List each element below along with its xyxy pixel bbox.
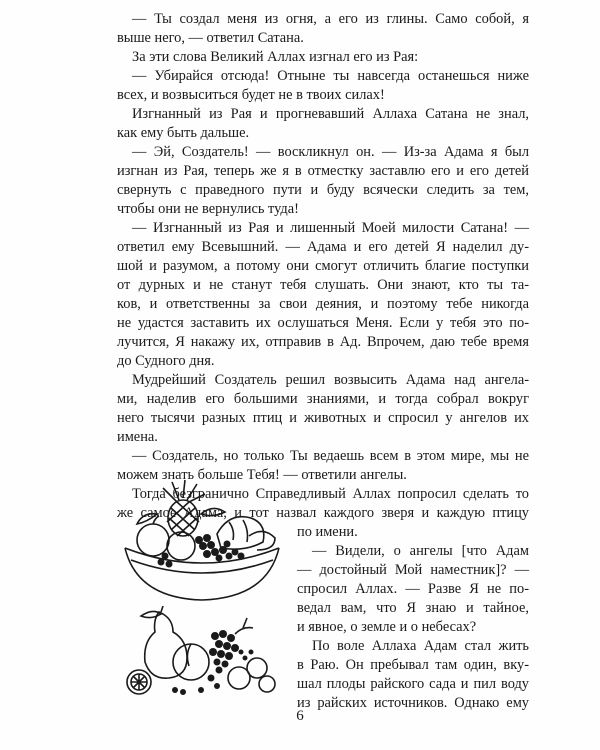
text-line: спросил Аллах. — Разве Я не по-	[297, 581, 529, 597]
page-number: 6	[296, 708, 304, 724]
text-line: от дурных и не станут тебя слушать. Они знают, кто ты та-	[117, 277, 529, 293]
text-line: — Создатель, но только Ты ведаешь всем в этом мире, мы не	[132, 448, 529, 464]
text-line: изгнан из Рая, теперь же я в отместку заставлю его и его детей	[117, 163, 529, 179]
text-line: свернуть с праведного пути и буду всячески следить за тем,	[117, 182, 529, 198]
text-line: всех, и возвыситься будет не в твоих силах!	[117, 87, 385, 103]
text-line: из райских источников. Однако ему	[297, 695, 529, 711]
text-line: выше него, — ответил Сатана.	[117, 30, 304, 46]
text-line: имена.	[117, 429, 158, 445]
text-line: ответил ему Всевышний. — Адама и его детей Я наделил ду-	[117, 239, 529, 255]
text-line: Мудрейший Создатель решил возвысить Адама над ангела-	[132, 372, 529, 388]
text-line: не удастся заставить их ослушаться Меня. Если у тебя это по-	[117, 315, 529, 331]
text-line: и явное, о земле и о небесах?	[297, 619, 477, 635]
text-line: Тогда безгранично Справедливый Аллах попросил сделать то	[132, 486, 529, 502]
text-line: — Видели, о ангелы [что Адам	[312, 543, 529, 559]
text-line: как ему быть дальше.	[117, 125, 250, 141]
text-line: ми, наделив его большими знаниями, и тогда собрал вокруг	[117, 391, 529, 407]
text-line: — Изгнанный из Рая и лишенный Моей милости Сатана! —	[132, 220, 529, 236]
text-line: По воле Аллаха Адам стал жить	[312, 638, 529, 654]
text-line: ков, и ответственны за свои деяния, и поэтому тебе никогда	[117, 296, 529, 312]
text-line: — достойный Мой наместник]? —	[297, 562, 529, 578]
text-line: шой и разумом, а потому они смогут отличить благие поступки	[117, 258, 529, 274]
text-line: шал плоды райского сада и пил воду	[297, 676, 529, 692]
text-line: — Убирайся отсюда! Отныне ты навсегда останешься ниже	[132, 68, 529, 84]
text-line: чтобы они не вернулись туда!	[117, 201, 299, 217]
text-line: лучится, Я накажу их, отправив в Ад. Впрочем, даю тебе время	[117, 334, 529, 350]
text-line: — Эй, Создатель! — воскликнул он. — Из-за Адама я был	[132, 144, 529, 160]
text-line: него тысячи разных птиц и животных и спросил у ангелов их	[117, 410, 529, 426]
text-line: — Ты создал меня из огня, а его из глины. Само собой, я	[132, 11, 529, 27]
text-line: до Судного дня.	[117, 353, 215, 369]
text-line: Изгнанный из Рая и прогневавший Аллаха Сатана не знал,	[132, 106, 529, 122]
text-line: же самое Адама, и тот назвал каждого зверя и каждую птицу	[117, 505, 529, 521]
text-line: ведал вам, что Я знаю и тайное,	[297, 600, 529, 616]
fruit-still-life-illustration	[117, 606, 287, 698]
text-line: можем знать больше Тебя! — ответили ангелы.	[117, 467, 407, 483]
text-line: по имени.	[297, 524, 358, 540]
text-line: в Раю. Он пребывал там один, вку-	[297, 657, 529, 673]
fruit-bowl-illustration	[117, 478, 287, 603]
text-line: За эти слова Великий Аллах изгнал его из Рая:	[132, 49, 419, 65]
